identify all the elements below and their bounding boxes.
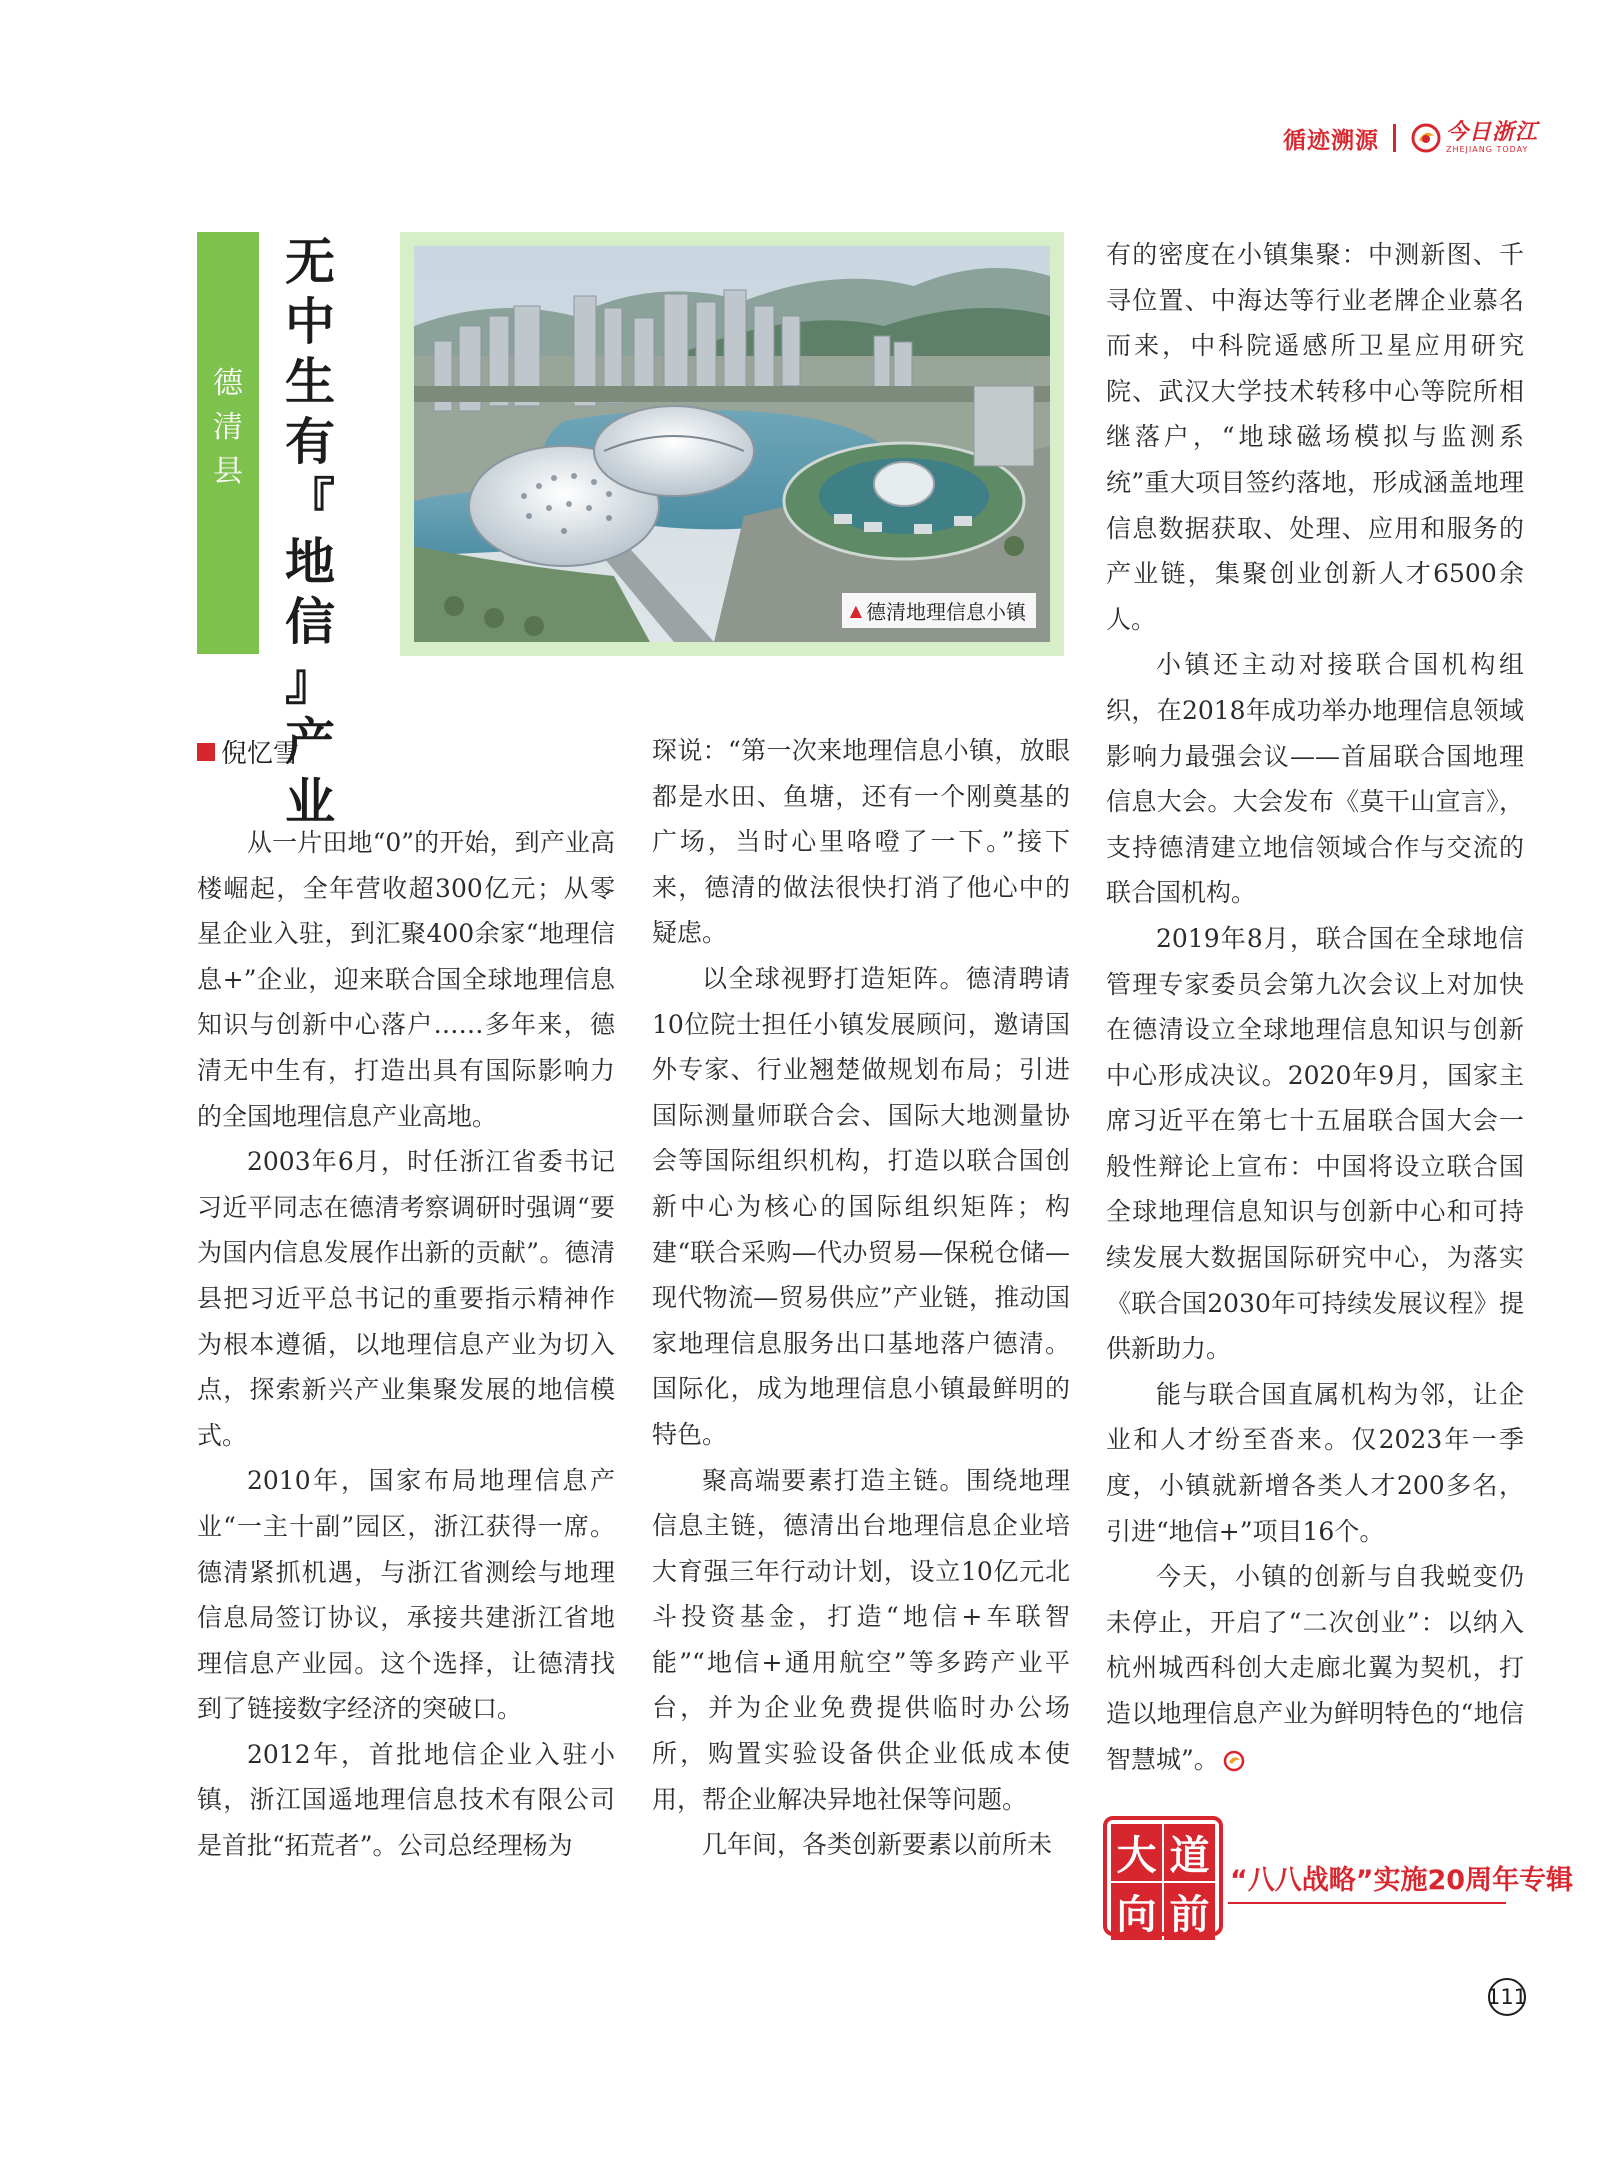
series-badge — [1103, 1816, 1223, 1936]
badge-char: 道 — [1164, 1824, 1215, 1881]
paragraph: 2003年6月，时任浙江省委书记习近平同志在德清考察调研时强调“要为国内信息发展作出新的贡献”。德清县把习近平总书记的重要指示精神作为根本遵循，以地理信息产业为切入点，探索新兴产业集聚发展的地信模式。 — [197, 1147, 615, 1450]
badge-char: 前 — [1164, 1883, 1215, 1940]
title-char: 业 — [285, 773, 335, 831]
caption-text: 德清地理信息小镇 — [866, 600, 1026, 624]
text-column-2 — [652, 728, 1070, 1868]
paragraph: 能与联合国直属机构为邻，让企业和人才纷至沓来。仅2023年一季度，小镇就新增各类人才200多名，引进“地信+”项目16个。 — [1106, 1379, 1524, 1546]
title-char: 信 — [285, 593, 335, 651]
triangle-icon: ▲ — [849, 601, 862, 620]
text-column-1 — [197, 820, 615, 1869]
author-byline — [197, 733, 299, 770]
title-char: 产 — [285, 713, 335, 771]
paragraph: 以全球视野打造矩阵。德清聘请10位院士担任小镇发展顾问，邀请国外专家、行业翘楚做规划布局；引进国际测量师联合会、国际大地测量协会等国际组织机构，打造以联合国创新中心为核心的国际组织矩阵；构建“联合采购—代办贸易—保税仓储—现代物流—贸易供应”产业链，推动国家地理信息服务出口基地落户德清。国际化，成为地理信息小镇最鲜明的特色。 — [652, 963, 1070, 1449]
title-char: 』 — [285, 653, 335, 711]
paragraph: 2019年8月，联合国在全球地信管理专家委员会第九次会议上对加快在德清设立全球地理信息知识与创新中心形成决议。2020年9月，国家主席习近平在第七十五届联合国大会一般性辩论上宣布：中国将设立联合国全球地理信息知识与创新中心和可持续发展大数据国际研究中心，为落实《联合国2030年可持续发展议程》提供新助力。 — [1106, 923, 1524, 1364]
aerial-illustration — [414, 246, 1050, 642]
paragraph: 几年间，各类创新要素以前所未 — [702, 1830, 1053, 1860]
county-label-char: 德 — [213, 366, 243, 401]
paragraph: 小镇还主动对接联合国机构组织，在2018年成功举办地理信息领域影响力最强会议——首届联合国地理信息大会。大会发布《莫干山宣言》，支持德清建立地信领域合作与交流的联合国机构。 — [1106, 650, 1524, 908]
title-char: 中 — [285, 293, 335, 351]
title-char: 『 — [285, 473, 335, 531]
badge-char: 向 — [1111, 1883, 1162, 1940]
county-label — [197, 362, 259, 494]
paragraph: 2010年，国家布局地理信息产业“一主十副”园区，浙江获得一席。德清紧抓机遇，与浙江省测绘与地理信息局签订协议，承接共建浙江省地理信息产业园。这个选择，让德清找到了链接数字经济的突破口。 — [197, 1466, 615, 1724]
header-divider — [1393, 124, 1396, 152]
paragraph: 2012年，首批地信企业入驻小镇，浙江国遥地理信息技术有限公司是首批“拓荒者”。公司总经理杨为 — [197, 1739, 615, 1861]
town-aerial-photo — [414, 246, 1050, 642]
photo-caption — [842, 593, 1036, 628]
title-char: 生 — [285, 353, 335, 411]
final-paragraph-text: 今天，小镇的创新与自我蜕变仍未停止，开启了“二次创业”：以纳入杭州城西科创大走廊北翼为契机，打造以地理信息产业为鲜明特色的“地信智慧城”。 — [1106, 1562, 1524, 1774]
text-column-3 — [1106, 232, 1524, 1782]
author-name: 倪忆雪 — [221, 739, 300, 769]
paragraph: 从一片田地“0”的开始，到产业高楼崛起，全年营收超300亿元；从零星企业入驻，到汇聚400余家“地理信息+”企业，迎来联合国全球地理信息知识与创新中心落户……多年来，德清无中生有，打造出具有国际影响力的全国地理信息产业高地。 — [197, 828, 615, 1131]
title-char: 有 — [285, 413, 335, 471]
title-char: 无 — [285, 233, 335, 291]
page-number: 111 — [1488, 1978, 1526, 2016]
logo-name: 今日浙江 — [1445, 120, 1538, 145]
county-label-char: 清 — [213, 410, 243, 445]
red-square-icon — [197, 743, 215, 761]
paragraph-continued: 有的密度在小镇集聚：中测新图、千寻位置、中海达等行业老牌企业慕名而来，中科院遥感所卫星应用研究院、武汉大学技术转移中心等院所相继落户，“地球磁场模拟与监测系统”重大项目签约落地，形成涵盖地理信息数据获取、处理、应用和服务的产业链，集聚创业创新人才6500余人。 — [1106, 240, 1524, 634]
end-mark-icon — [1223, 1750, 1245, 1772]
title-char: 地 — [285, 533, 335, 591]
logo-english: ZHEJIANG TODAY — [1445, 145, 1529, 154]
magazine-logo — [1410, 122, 1538, 154]
special-underline — [1228, 1902, 1506, 1904]
county-label-char: 县 — [213, 454, 243, 489]
paragraph: 聚高端要素打造主链。围绕地理信息主链，德清出台地理信息企业培大育强三年行动计划，设立10亿元北斗投资基金，打造“地信+车联智能”“地信+通用航空”等多跨产业平台，并为企业免费提供临时办公场所，购置实验设备供企业低成本使用，帮企业解决异地社保等问题。 — [652, 1465, 1070, 1814]
paragraph-final — [1106, 1554, 1524, 1782]
special-issue-title: “八八战略”实施20周年专辑 — [1230, 1865, 1574, 1896]
logo-swirl-icon — [1410, 122, 1442, 154]
photo-frame — [400, 232, 1064, 656]
page-header — [1283, 116, 1538, 160]
badge-char: 大 — [1111, 1824, 1162, 1881]
section-title: 循迹溯源 — [1282, 127, 1379, 154]
county-tab — [197, 232, 259, 654]
paragraph-continued: 琛说：“第一次来地理信息小镇，放眼都是水田、鱼塘，还有一个刚奠基的广场，当时心里咯噔了一下。”接下来，德清的做法很快打消了他心中的疑虑。 — [652, 736, 1070, 948]
